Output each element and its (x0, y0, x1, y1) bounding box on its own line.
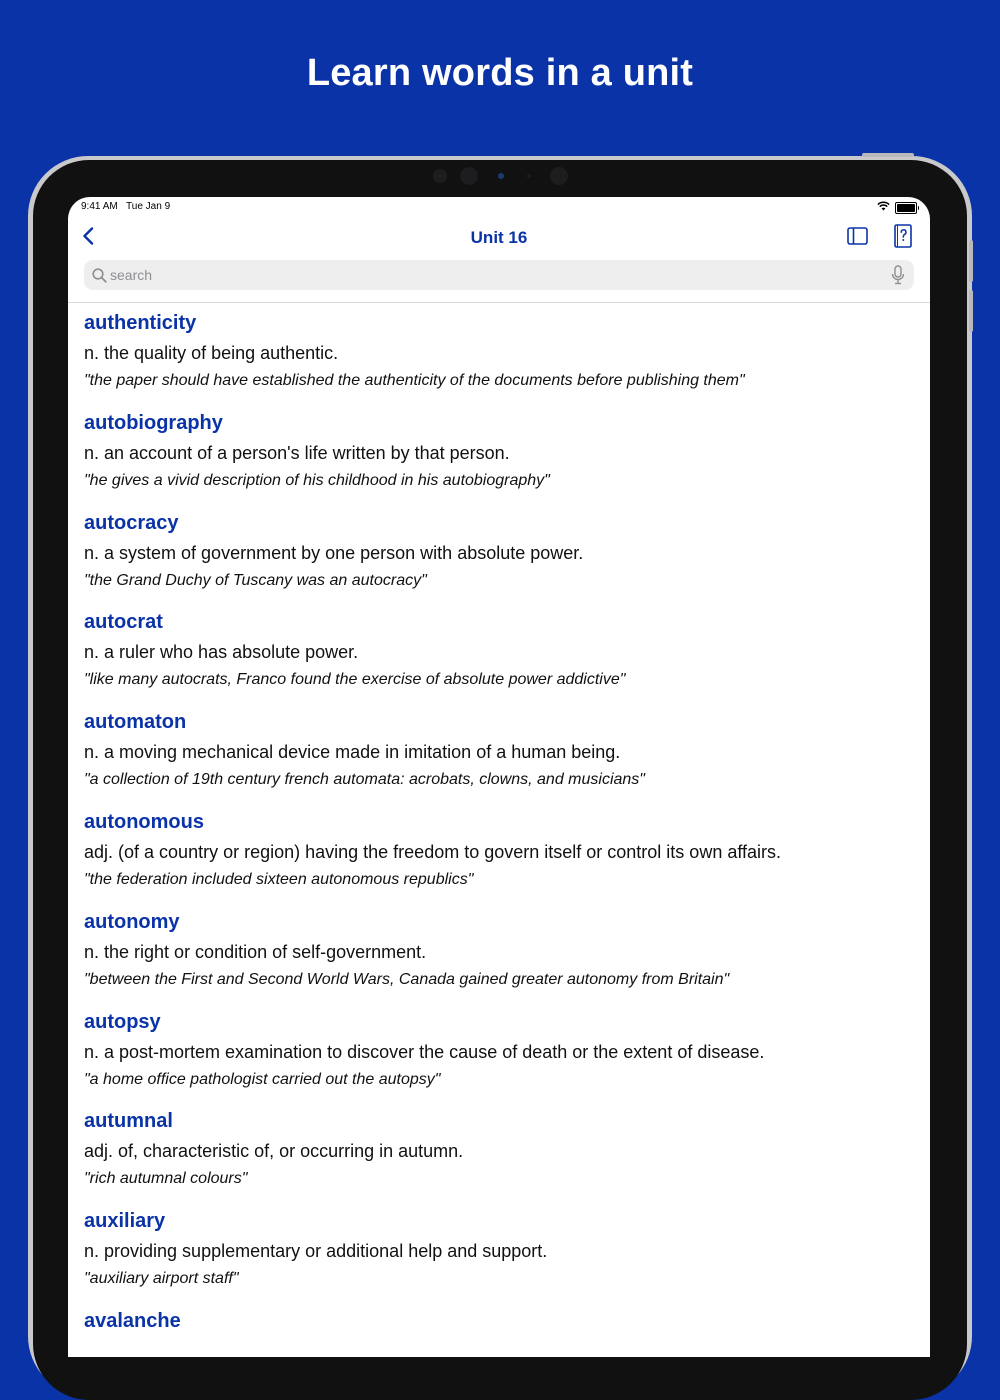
entry-word: autocracy (84, 511, 179, 534)
sidebar-icon (847, 227, 868, 250)
entry-definition: n. a ruler who has absolute power. (84, 642, 359, 663)
headline: Learn words in a unit (306, 52, 694, 94)
sidebar-toggle-button[interactable] (846, 226, 868, 250)
list-divider (68, 302, 930, 303)
entry-example: "he gives a vivid description of his childhood in his autobiography" (84, 471, 550, 489)
top-button (862, 153, 914, 157)
entry-definition: n. an account of a person's life written by that person. (84, 442, 510, 463)
volume-down-button (969, 290, 973, 332)
word-entry[interactable] (84, 1208, 914, 1308)
word-entry[interactable] (84, 609, 914, 709)
camera-indicator (498, 173, 504, 179)
entry-definition: n. a moving mechanical device made in imitation of a human being. (84, 742, 621, 763)
entry-definition: n. the right or condition of self-government. (84, 941, 427, 962)
sensor-dot (433, 169, 447, 183)
status-date: Tue Jan 9 (126, 201, 171, 212)
volume-up-button (969, 240, 973, 282)
word-entry[interactable] (84, 809, 914, 909)
search-icon (91, 267, 107, 283)
nav-title: Unit 16 (470, 228, 528, 247)
word-entry[interactable] (84, 310, 914, 410)
entry-example: "a collection of 19th century french automata: acrobats, clowns, and musicians" (84, 771, 645, 789)
entry-example: "rich autumnal colours" (84, 1170, 248, 1188)
entry-word: auxiliary (84, 1210, 166, 1233)
navigation-bar (68, 219, 930, 257)
app-screen (68, 197, 930, 1357)
entry-definition: n. a system of government by one person with absolute power. (84, 542, 584, 563)
entry-definition: adj. (of a country or region) having the freedom to govern itself or control its own affairs. (84, 841, 782, 862)
entry-example: "the Grand Duchy of Tuscany was an autocracy" (84, 571, 427, 589)
entry-definition: n. a post-mortem examination to discover the cause of death or the extent of disease. (84, 1041, 765, 1062)
wifi-icon (877, 201, 890, 214)
entry-example: "like many autocrats, Franco found the exercise of absolute power addictive" (84, 671, 626, 689)
entry-word: autopsy (84, 1010, 161, 1033)
word-entry[interactable] (84, 410, 914, 510)
entry-word: authenticity (84, 312, 197, 334)
entry-word: automaton (84, 711, 187, 734)
word-entry[interactable] (84, 510, 914, 610)
word-entry[interactable] (84, 1108, 914, 1208)
status-bar (68, 197, 930, 219)
front-camera (460, 167, 478, 185)
help-book-icon (894, 224, 912, 253)
word-list (84, 310, 914, 1357)
microphone-icon[interactable] (890, 265, 906, 285)
status-clock: 9:41 AM (81, 201, 118, 212)
word-entry[interactable] (84, 1009, 914, 1109)
status-time (81, 201, 170, 212)
entry-word: autonomous (84, 810, 204, 833)
search-bar[interactable] (84, 260, 914, 290)
entry-definition: adj. of, characteristic of, or occurring in autumn. (84, 1141, 464, 1162)
battery-icon (895, 202, 917, 214)
entry-word: avalanche (84, 1309, 181, 1332)
word-entry[interactable] (84, 709, 914, 809)
help-button[interactable] (892, 226, 914, 250)
ambient-sensor (527, 174, 531, 178)
entry-word: autocrat (84, 611, 163, 634)
face-id-sensor (550, 167, 568, 185)
entry-example: "between the First and Second World Wars, Canada gained greater autonomy from Britain" (84, 970, 730, 988)
entry-example: "the federation included sixteen autonomous republics" (84, 870, 474, 888)
entry-example: "auxiliary airport staff" (84, 1270, 239, 1288)
entry-definition: n. providing supplementary or additional help and support. (84, 1241, 548, 1262)
entry-example: "the paper should have established the authenticity of the documents before publishing them" (84, 372, 745, 389)
nav-actions (846, 226, 914, 250)
entry-word: autumnal (84, 1110, 173, 1133)
entry-definition: n. the quality of being authentic. (84, 343, 339, 363)
battery-fill (897, 204, 915, 212)
entry-example: "a home office pathologist carried out the autopsy" (84, 1070, 441, 1088)
word-entry[interactable] (84, 1308, 914, 1357)
status-icons (877, 201, 917, 214)
word-entry[interactable] (84, 909, 914, 1009)
entry-word: autonomy (84, 910, 180, 933)
entry-word: autobiography (84, 411, 223, 434)
search-input[interactable] (110, 262, 890, 288)
